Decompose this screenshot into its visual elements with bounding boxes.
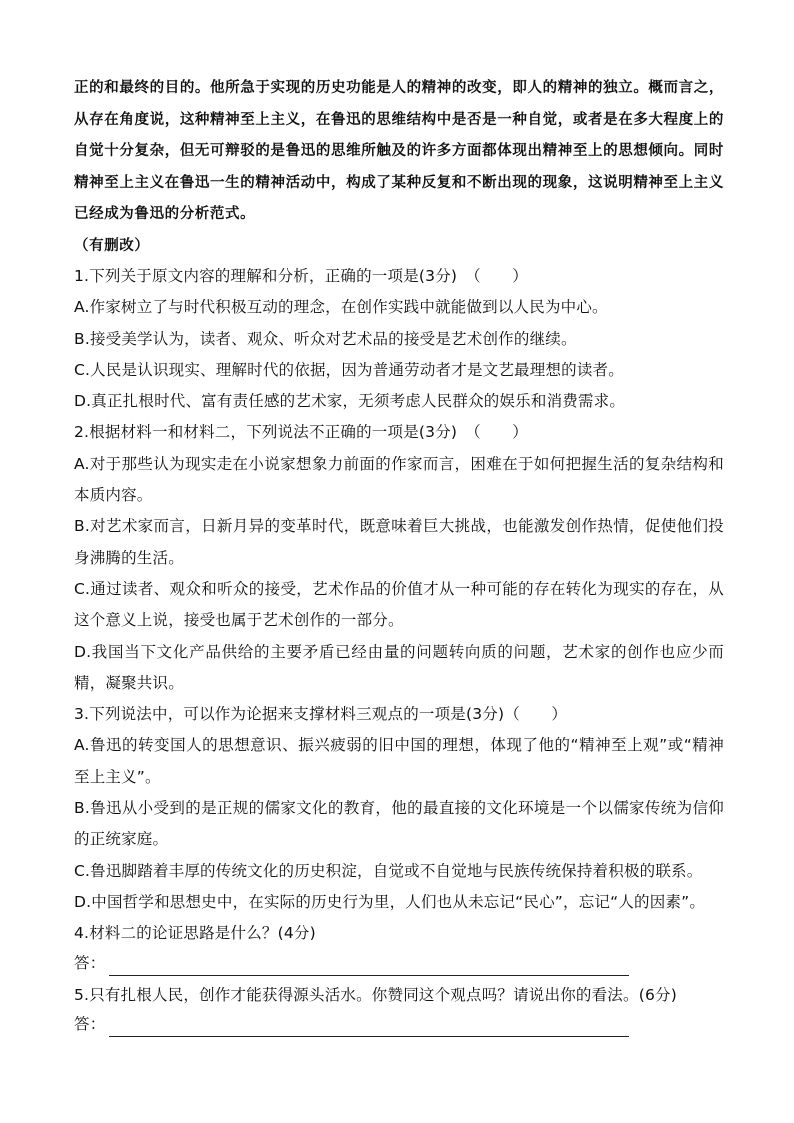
answer-line[interactable] [109,955,629,976]
answer-label: 答： [74,953,106,972]
option-c: C.鲁迅脚踏着丰厚的传统文化的历史积淀，自觉或不自觉地与民族传统保持着积极的联系。 [74,861,703,880]
option-d: D.真正扎根时代、富有责任感的艺术家，无须考虑人民群众的娱乐和消费需求。 [74,392,626,411]
passage [74,72,724,261]
option-c: C.通过读者、观众和听众的接受，艺术作品的价值才从一种可能的存在转化为现实的存在，从这个意义上说，接受也属于艺术创作的一部分。 [74,579,724,630]
passage-text: 正的和最终的目的。他所急于实现的历史功能是人的精神的改变，即人的精神的独立。概而言之，从存在角度说，这种精神至上主义，在鲁迅的思维结构中是否是一种自觉，或者是在多大程度上的自觉十分复杂，但无可辩驳的是鲁迅的思维所触及的许多方面都体现出精神至上的思想倾向。同时精神至上主义在鲁迅一生的精神活动中，构成了某种反复和不断出现的现象，这说明精神至上主义已经成为鲁迅的分析范式。 [74,79,724,222]
question-stem: 3.下列说法中，可以作为论据来支撑材料三观点的一项是(3分)（ ） [74,705,568,724]
option-a: A.作家树立了与时代积极互动的理念，在创作实践中就能做到以人民为中心。 [74,298,608,317]
question-5 [74,980,724,1037]
question-2 [74,417,724,699]
question-stem: 2.根据材料一和材料二，下列说法不正确的一项是(3分) （ ） [74,423,528,442]
option-b: B.接受美学认为，读者、观众、听众对艺术品的接受是艺术创作的继续。 [74,329,577,348]
question-1 [74,261,724,417]
answer-row [74,1011,724,1037]
question-3 [74,699,724,918]
answer-row [74,950,724,976]
option-d: D.中国哲学和思想史中，在实际的历史行为里，人们也从未忘记“民心”，忘记“人的因素”。 [74,892,706,911]
option-b: B.对艺术家而言，日新月异的变革时代，既意味着巨大挑战，也能激发创作热情，促使他们投身沸腾的生活。 [74,517,724,567]
question-stem: 4.材料二的论证思路是什么？(4分) [74,924,316,943]
option-d: D.我国当下文化产品供给的主要矛盾已经由量的问题转向质的问题，艺术家的创作也应少而精，凝聚共识。 [74,642,724,692]
answer-line[interactable] [109,1016,629,1037]
option-b: B.鲁迅从小受到的是正规的儒家文化的教育，他的最直接的文化环境是一个以儒家传统为信仰的正统家庭。 [74,799,724,849]
question-4 [74,918,724,975]
option-a: A.对于那些认为现实走在小说家想象力前面的作家而言，困难在于如何把握生活的复杂结构和本质内容。 [74,454,724,505]
question-stem: 1.下列关于原文内容的理解和分析，正确的一项是(3分) （ ） [74,267,528,285]
option-a: A.鲁迅的转变国人的思想意识、振兴疲弱的旧中国的理想，体现了他的“精神至上观”或“精神至上主义”。 [74,736,724,786]
document-page [74,72,724,1041]
question-stem: 5.只有扎根人民，创作才能获得源头活水。你赞同这个观点吗？请说出你的看法。(6分) [74,985,677,1004]
question-list [74,261,724,1037]
source-note: （有删改） [74,236,150,254]
answer-label: 答： [74,1014,106,1033]
option-c: C.人民是认识现实、理解时代的依据，因为普通劳动者才是文艺最理想的读者。 [74,360,624,379]
